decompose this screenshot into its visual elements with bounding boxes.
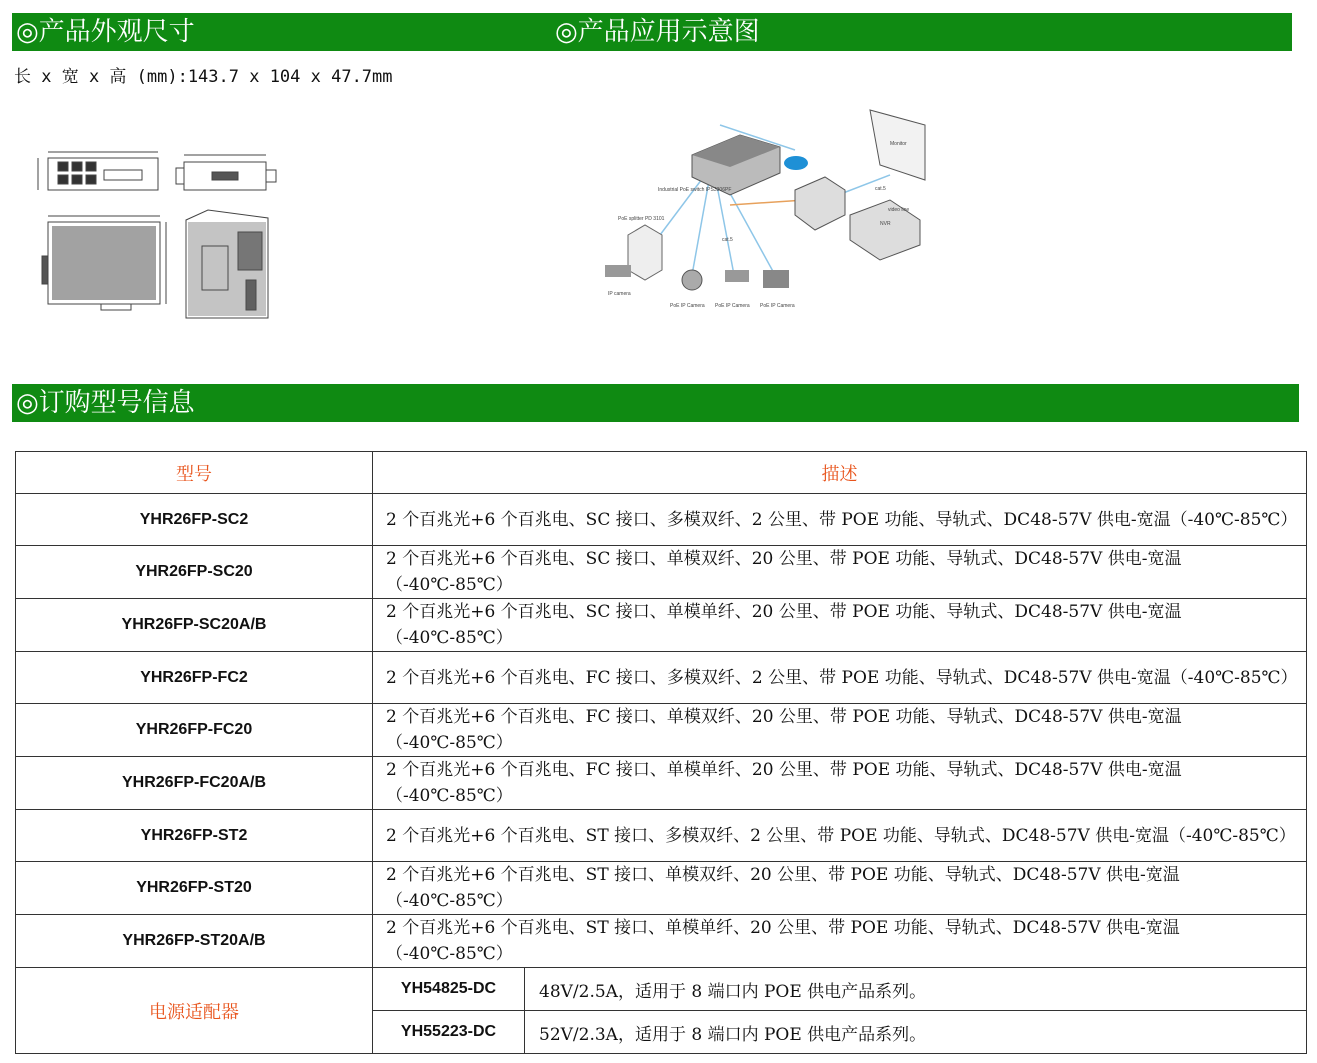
psu-label: 电源适配器 bbox=[16, 968, 373, 1054]
model-cell: YHR26FP-ST20A/B bbox=[16, 915, 373, 968]
description-cell: 2 个百兆光+6 个百兆电、FC 接口、多模双纤、2 公里、带 POE 功能、导轨式、DC48-57V 供电-宽温（-40℃-85℃） bbox=[373, 652, 1307, 704]
model-cell: YHR26FP-SC20A/B bbox=[16, 599, 373, 652]
description-cell: 2 个百兆光+6 个百兆电、SC 接口、单模双纤、20 公里、带 POE 功能、导轨式、DC48-57V 供电-宽温（-40℃-85℃） bbox=[373, 546, 1307, 599]
psu-row bbox=[16, 968, 1307, 1011]
poe-camera-label-1: PoE IP Camera bbox=[670, 303, 705, 309]
cat5-label-2: cat.5 bbox=[875, 186, 886, 192]
switch-icon bbox=[692, 135, 780, 195]
order-table bbox=[15, 451, 1307, 1054]
column-header-model: 型号 bbox=[16, 452, 373, 494]
nvr-icon bbox=[850, 200, 920, 260]
switch-label: Industrial PoE switch IPS3306PF bbox=[658, 187, 732, 193]
table-row bbox=[16, 599, 1307, 652]
nvr-label: NVR bbox=[880, 221, 891, 227]
order-section-header bbox=[12, 384, 1299, 422]
table-row bbox=[16, 915, 1307, 968]
description-cell: 2 个百兆光+6 个百兆电、FC 接口、单模双纤、20 公里、带 POE 功能、导轨式、DC48-57V 供电-宽温（-40℃-85℃） bbox=[373, 704, 1307, 757]
table-row bbox=[16, 546, 1307, 599]
dimensions-title: ◎产品外观尺寸 bbox=[16, 17, 195, 47]
splitter-label: PoE splitter PD 3101 bbox=[618, 216, 665, 222]
table-row bbox=[16, 810, 1307, 862]
splitter-icon bbox=[628, 225, 662, 280]
application-diagram bbox=[600, 105, 940, 315]
table-row bbox=[16, 704, 1307, 757]
table-row bbox=[16, 652, 1307, 704]
psu-description-cell: 52V/2.3A，适用于 8 端口内 POE 供电产品系列。 bbox=[525, 1011, 1307, 1054]
table-header-row bbox=[16, 452, 1307, 494]
table-row bbox=[16, 494, 1307, 546]
ip-camera-label: IP camera bbox=[608, 291, 631, 297]
dimension-drawing bbox=[26, 140, 286, 325]
cat5-label: cat.5 bbox=[722, 237, 733, 243]
poe-camera-label-3: PoE IP Camera bbox=[760, 303, 795, 309]
psu-model-cell: YH54825-DC bbox=[373, 968, 525, 1011]
table-row bbox=[16, 862, 1307, 915]
monitor-label: Monitor bbox=[890, 141, 907, 147]
converter-icon bbox=[795, 177, 845, 230]
cloud-icon bbox=[784, 156, 808, 170]
model-cell: YHR26FP-FC20A/B bbox=[16, 757, 373, 810]
description-cell: 2 个百兆光+6 个百兆电、ST 接口、单模双纤、20 公里、带 POE 功能、导轨式、DC48-57V 供电-宽温（-40℃-85℃） bbox=[373, 862, 1307, 915]
description-cell: 2 个百兆光+6 个百兆电、ST 接口、单模单纤、20 公里、带 POE 功能、导轨式、DC48-57V 供电-宽温（-40℃-85℃） bbox=[373, 915, 1307, 968]
model-cell: YHR26FP-ST2 bbox=[16, 810, 373, 862]
description-cell: 2 个百兆光+6 个百兆电、FC 接口、单模单纤、20 公里、带 POE 功能、导轨式、DC48-57V 供电-宽温（-40℃-85℃） bbox=[373, 757, 1307, 810]
column-header-description: 描述 bbox=[373, 452, 1307, 494]
table-row bbox=[16, 757, 1307, 810]
video-line-label: video line bbox=[888, 207, 910, 213]
model-cell: YHR26FP-SC2 bbox=[16, 494, 373, 546]
description-cell: 2 个百兆光+6 个百兆电、ST 接口、多模双纤、2 公里、带 POE 功能、导轨式、DC48-57V 供电-宽温（-40℃-85℃） bbox=[373, 810, 1307, 862]
description-cell: 2 个百兆光+6 个百兆电、SC 接口、多模双纤、2 公里、带 POE 功能、导轨式、DC48-57V 供电-宽温（-40℃-85℃） bbox=[373, 494, 1307, 546]
model-cell: YHR26FP-ST20 bbox=[16, 862, 373, 915]
dimensions-text: 长 x 宽 x 高 (mm):143.7 x 104 x 47.7mm bbox=[14, 67, 393, 87]
psu-description-cell: 48V/2.5A，适用于 8 端口内 POE 供电产品系列。 bbox=[525, 968, 1307, 1011]
poe-camera-label-2: PoE IP Camera bbox=[715, 303, 750, 309]
model-cell: YHR26FP-FC2 bbox=[16, 652, 373, 704]
order-title: ◎订购型号信息 bbox=[16, 388, 195, 418]
model-cell: YHR26FP-FC20 bbox=[16, 704, 373, 757]
psu-model-cell: YH55223-DC bbox=[373, 1011, 525, 1054]
description-cell: 2 个百兆光+6 个百兆电、SC 接口、单模单纤、20 公里、带 POE 功能、导轨式、DC48-57V 供电-宽温（-40℃-85℃） bbox=[373, 599, 1307, 652]
application-title: ◎产品应用示意图 bbox=[555, 17, 760, 47]
model-cell: YHR26FP-SC20 bbox=[16, 546, 373, 599]
section-header-bar bbox=[12, 13, 1292, 51]
